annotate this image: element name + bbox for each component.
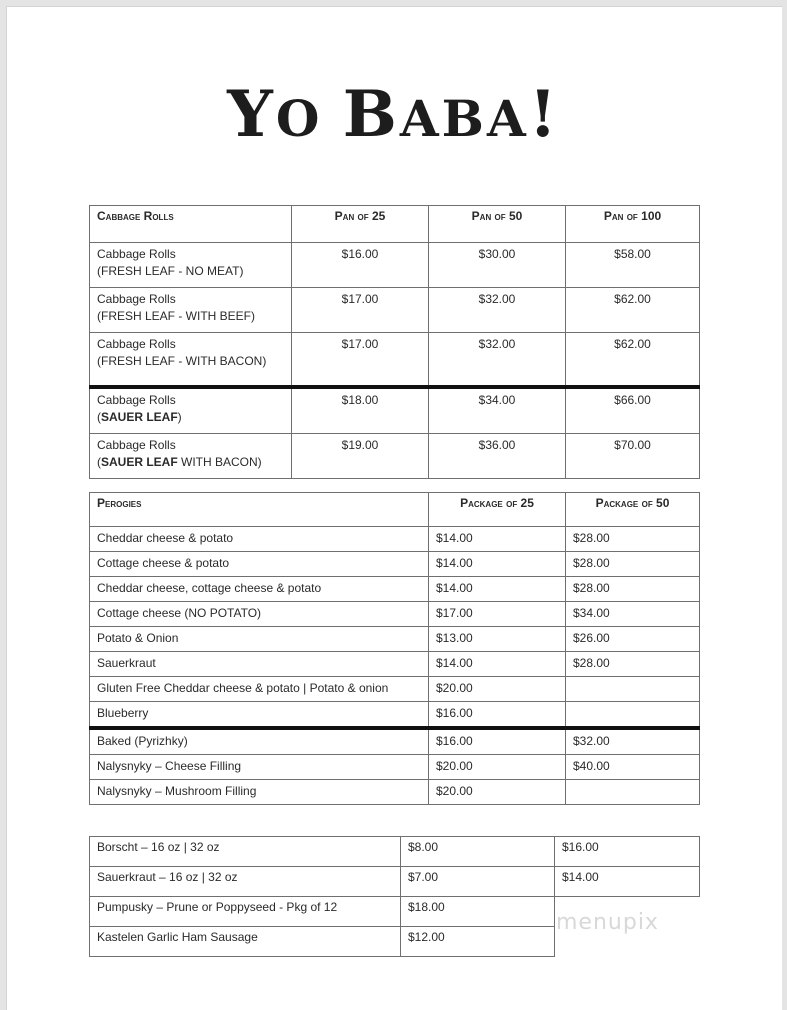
price-cell: [566, 677, 700, 702]
item-name: Cheddar cheese & potato: [90, 527, 429, 552]
price-cell: $13.00: [429, 627, 566, 652]
table-row: [90, 702, 700, 729]
table-row: [90, 755, 700, 780]
price-cell: $17.00: [429, 602, 566, 627]
item-name: Cabbage Rolls: [97, 292, 176, 306]
table-row: [90, 652, 700, 677]
price-cell: $7.00: [401, 867, 555, 897]
item-name: Blueberry: [90, 702, 429, 729]
table-row: [90, 837, 700, 867]
item-name: Cottage cheese & potato: [90, 552, 429, 577]
item-detail: (FRESH LEAF - NO MEAT): [97, 264, 244, 278]
item-name: Borscht – 16 oz | 32 oz: [90, 837, 401, 867]
item-name: Cottage cheese (NO POTATO): [90, 602, 429, 627]
item-name-cell: [90, 288, 292, 333]
table-row: [90, 627, 700, 652]
item-name: Pumpusky – Prune or Poppyseed - Pkg of 12: [90, 897, 401, 927]
item-name: Cabbage Rolls: [97, 337, 176, 351]
price-cell: $30.00: [429, 243, 566, 288]
table-header-row: [90, 206, 700, 243]
table-row: [90, 867, 700, 897]
price-cell: $34.00: [429, 387, 566, 434]
item-name: Potato & Onion: [90, 627, 429, 652]
price-cell: $62.00: [566, 333, 700, 388]
title-letter: ABA: [399, 89, 529, 148]
title-letter: !: [528, 77, 560, 152]
price-cell: $32.00: [429, 333, 566, 388]
price-cell: [566, 780, 700, 805]
price-cell: $19.00: [292, 434, 429, 479]
price-cell: $16.00: [429, 702, 566, 729]
item-name: Gluten Free Cheddar cheese & potato | Potato & onion: [90, 677, 429, 702]
price-cell: $34.00: [566, 602, 700, 627]
table-row: [90, 387, 700, 434]
item-name-cell: Cabbage Rolls (SAUER LEAF WITH BACON): [90, 434, 292, 479]
price-cell: $12.00: [401, 927, 555, 957]
table-row: [90, 780, 700, 805]
item-detail: WITH BACON: [177, 455, 258, 469]
price-cell: $28.00: [566, 552, 700, 577]
item-name: Baked (Pyrizhky): [90, 728, 429, 755]
watermark: menupix: [556, 910, 659, 935]
table-row: [90, 728, 700, 755]
table-row: [90, 577, 700, 602]
table-row: [90, 552, 700, 577]
item-name: Cabbage Rolls: [97, 247, 176, 261]
price-cell: $16.00: [429, 728, 566, 755]
price-cell: $14.00: [429, 652, 566, 677]
column-header: Package of 50: [566, 493, 700, 527]
title-letter: B: [342, 77, 400, 152]
price-cell: $14.00: [429, 527, 566, 552]
price-cell: $14.00: [555, 867, 700, 897]
cabbage-rolls-table: [89, 205, 700, 479]
price-cell: $40.00: [566, 755, 700, 780]
price-cell: $17.00: [292, 333, 429, 388]
price-cell: $28.00: [566, 577, 700, 602]
column-header: Pan of 25: [292, 206, 429, 243]
table-row: [90, 288, 700, 333]
table-row: [90, 602, 700, 627]
item-name: Cabbage Rolls: [97, 393, 176, 407]
column-header: Perogies: [90, 493, 429, 527]
item-name: Sauerkraut – 16 oz | 32 oz: [90, 867, 401, 897]
price-cell: $32.00: [429, 288, 566, 333]
price-cell: $14.00: [429, 577, 566, 602]
price-cell: $28.00: [566, 652, 700, 677]
item-name-cell: [90, 243, 292, 288]
price-cell: [566, 702, 700, 729]
price-cell: $70.00: [566, 434, 700, 479]
item-name: Nalysnyky – Cheese Filling: [90, 755, 429, 780]
title-letter: Y: [227, 77, 276, 152]
column-header: Package of 25: [429, 493, 566, 527]
item-name-cell: [90, 333, 292, 388]
price-cell: $36.00: [429, 434, 566, 479]
price-cell: $18.00: [292, 387, 429, 434]
item-name: Nalysnyky – Mushroom Filling: [90, 780, 429, 805]
price-cell: $58.00: [566, 243, 700, 288]
column-header: Cabbage Rolls: [90, 206, 292, 243]
price-cell: $8.00: [401, 837, 555, 867]
price-cell: $18.00: [401, 897, 555, 927]
item-detail: (FRESH LEAF - WITH BACON): [97, 354, 267, 368]
price-cell: $66.00: [566, 387, 700, 434]
price-cell: $28.00: [566, 527, 700, 552]
title-letter: O: [275, 89, 343, 148]
item-name: Kastelen Garlic Ham Sausage: [90, 927, 401, 957]
price-cell: $16.00: [292, 243, 429, 288]
price-cell: $20.00: [429, 755, 566, 780]
table-row: [90, 527, 700, 552]
column-header: Pan of 100: [566, 206, 700, 243]
item-name: Cabbage Rolls: [97, 438, 176, 452]
perogies-table: [89, 492, 700, 805]
item-name: Sauerkraut: [90, 652, 429, 677]
item-name: Cheddar cheese, cottage cheese & potato: [90, 577, 429, 602]
column-header: Pan of 50: [429, 206, 566, 243]
price-cell: $62.00: [566, 288, 700, 333]
price-cell: $20.00: [429, 677, 566, 702]
item-detail-bold: SAUER LEAF: [101, 455, 178, 469]
price-cell: $20.00: [429, 780, 566, 805]
table-row: [90, 677, 700, 702]
price-cell: $14.00: [429, 552, 566, 577]
price-cell: $17.00: [292, 288, 429, 333]
table-row: [90, 243, 700, 288]
price-cell: $32.00: [566, 728, 700, 755]
item-name-cell: Cabbage Rolls (SAUER LEAF): [90, 387, 292, 434]
restaurant-title: [0, 70, 787, 164]
item-detail: (FRESH LEAF - WITH BEEF): [97, 309, 256, 323]
price-cell: $26.00: [566, 627, 700, 652]
extras-table: [89, 836, 700, 957]
table-header-row: [90, 493, 700, 527]
table-row: [90, 434, 700, 479]
item-detail-bold: SAUER LEAF: [101, 410, 178, 424]
price-cell: $16.00: [555, 837, 700, 867]
table-row: [90, 333, 700, 388]
